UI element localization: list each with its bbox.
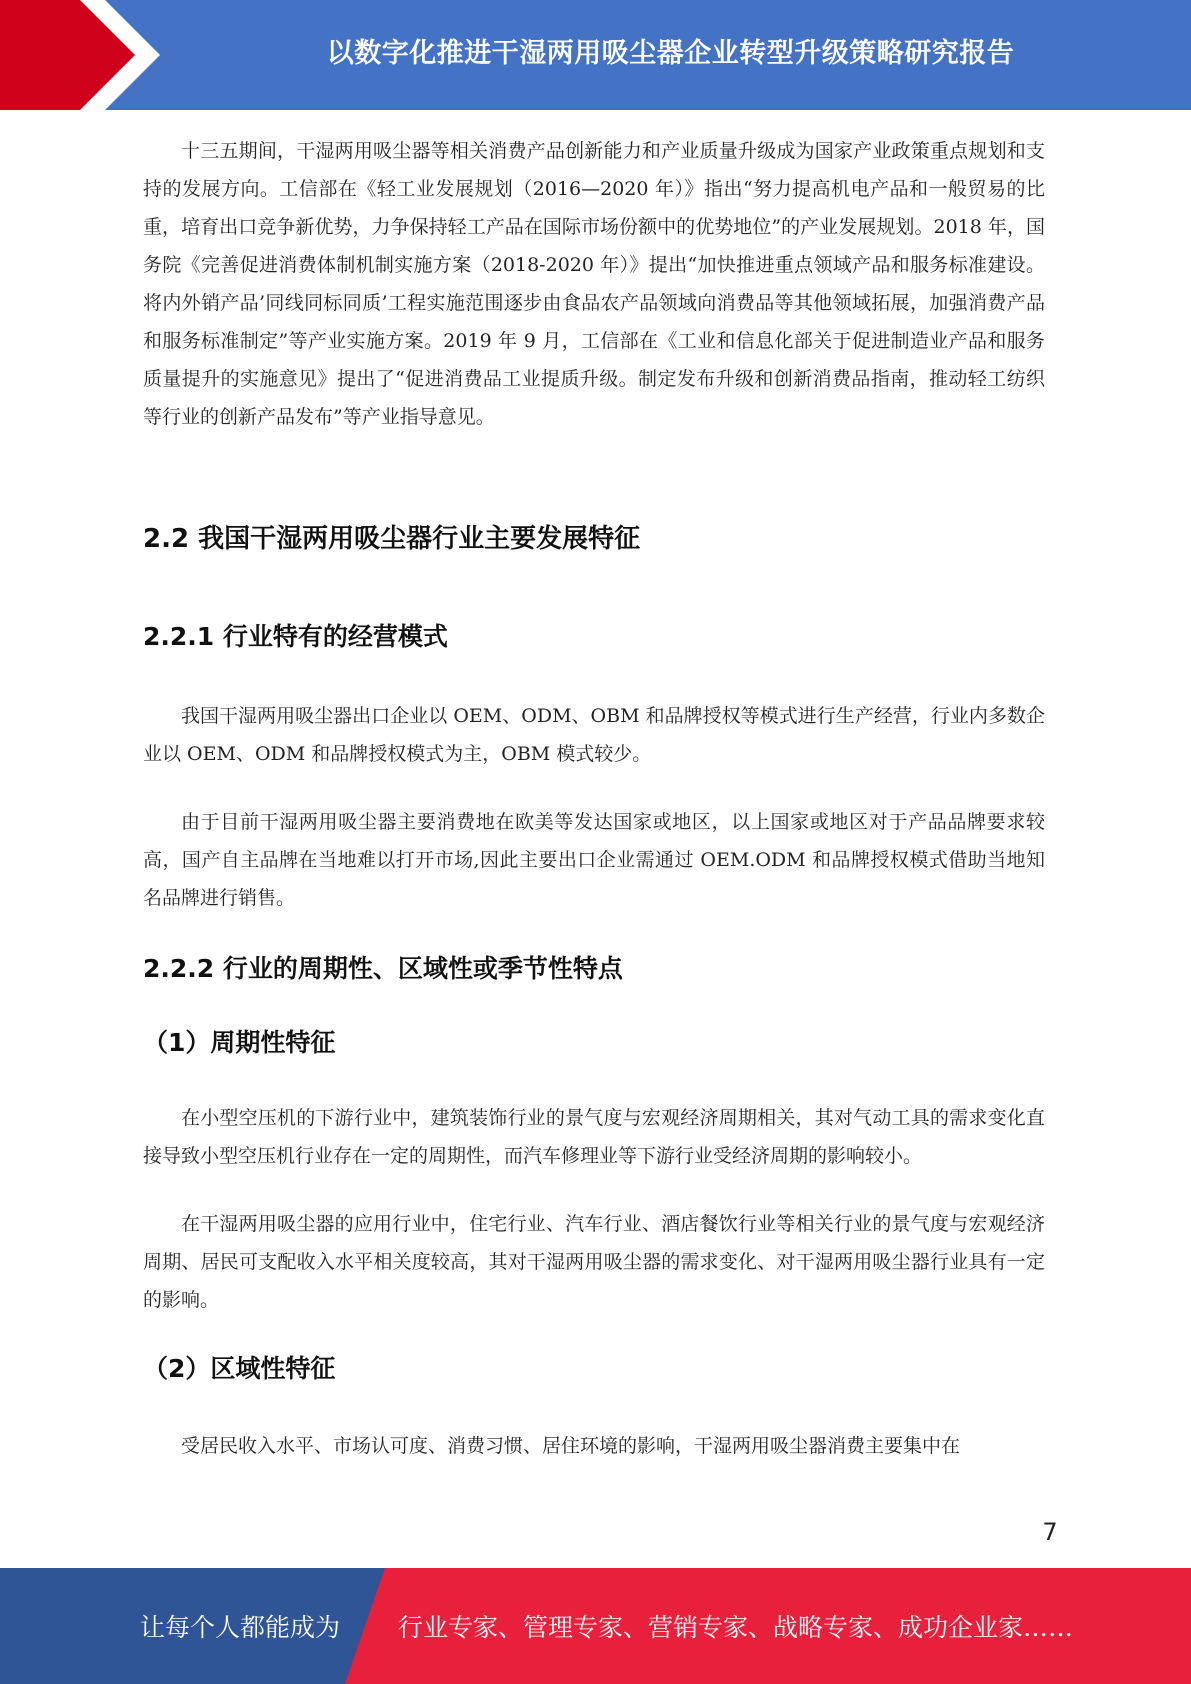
paragraph-business-model: 我国干湿两用吸尘器出口企业以 OEM、ODM、OBM 和品牌授权等模式进行生产经营，行业内多数企业以 OEM、ODM 和品牌授权模式为主，OBM 模式较少。 (143, 705, 1045, 765)
section-heading-2-2-1: 2.2.1 行业特有的经营模式 (143, 622, 448, 651)
section-heading-2-2: 2.2 我国干湿两用吸尘器行业主要发展特征 (143, 524, 641, 554)
header-arrow-decoration (0, 0, 160, 110)
header-bar (0, 0, 1191, 110)
paragraph-regional: 受居民收入水平、市场认可度、消费习惯、居住环境的影响，干湿两用吸尘器消费主要集中在 (181, 1435, 961, 1457)
footer-slogan-left: 让每个人都能成为 (140, 1613, 341, 1642)
document-title: 以数字化推进干湿两用吸尘器企业转型升级策略研究报告 (326, 37, 1015, 69)
paragraph-vacuum-cycle: 在干湿两用吸尘器的应用行业中，住宅行业、汽车行业、酒店餐饮行业等相关行业的景气度与宏观经济周期、居民可支配收入水平相关度较高，其对干湿两用吸尘器的需求变化、对干湿两用吸尘器行业具有一定的影响。 (143, 1213, 1045, 1311)
paragraph-compressor-cycle: 在小型空压机的下游行业中，建筑装饰行业的景气度与宏观经济周期相关，其对气动工具的需求变化直接导致小型空压机行业存在一定的周期性，而汽车修理业等下游行业受经济周期的影响较小。 (143, 1107, 1045, 1167)
page-number: 7 (1042, 1518, 1058, 1546)
subheading-regional: （2）区域性特征 (143, 1354, 336, 1383)
paragraph-policy: 十三五期间，干湿两用吸尘器等相关消费产品创新能力和产业质量升级成为国家产业政策重点规划和支持的发展方向。工信部在《轻工业发展规划（2016—2020 年）》指出“努力提高机电产品和一般贸易的比重，培育出口竞争新优势，力争保持轻工产品在国际市场份额中的优势地位”的产业发展规划。2018 年，国务院《完善促进消费体制机制实施方案（2018-2020 年）》提出“加快推进重点领域产品和服务标准建设。将内外销产品’同线同标同质’工程实施范围逐步由食品农产品领域向消费品等其他领域拓展，加强消费产品和服务标准制定”等产业实施方案。2019 年 9 月，工信部在《工业和信息化部关于促进制造业产品和服务质量提升的实施意见》提出了“促进消费品工业提质升级。制定发布升级和创新消费品指南，推动轻工纺织等行业的创新产品发布”等产业指导意见。 (143, 140, 1045, 428)
subheading-cyclical: （1）周期性特征 (143, 1028, 336, 1057)
footer-slogan-right: 行业专家、管理专家、营销专家、战略专家、成功企业家…… (398, 1613, 1074, 1642)
page-content (143, 132, 1045, 1465)
section-heading-2-2-2: 2.2.2 行业的周期性、区域性或季节性特点 (143, 954, 623, 983)
paragraph-brand-sales: 由于目前干湿两用吸尘器主要消费地在欧美等发达国家或地区，以上国家或地区对于产品品牌要求较高，国产自主品牌在当地难以打开市场,因此主要出口企业需通过 OEM.ODM 和品牌授权模式借助当地知名品牌进行销售。 (143, 811, 1045, 909)
footer-bar (0, 1568, 1191, 1684)
